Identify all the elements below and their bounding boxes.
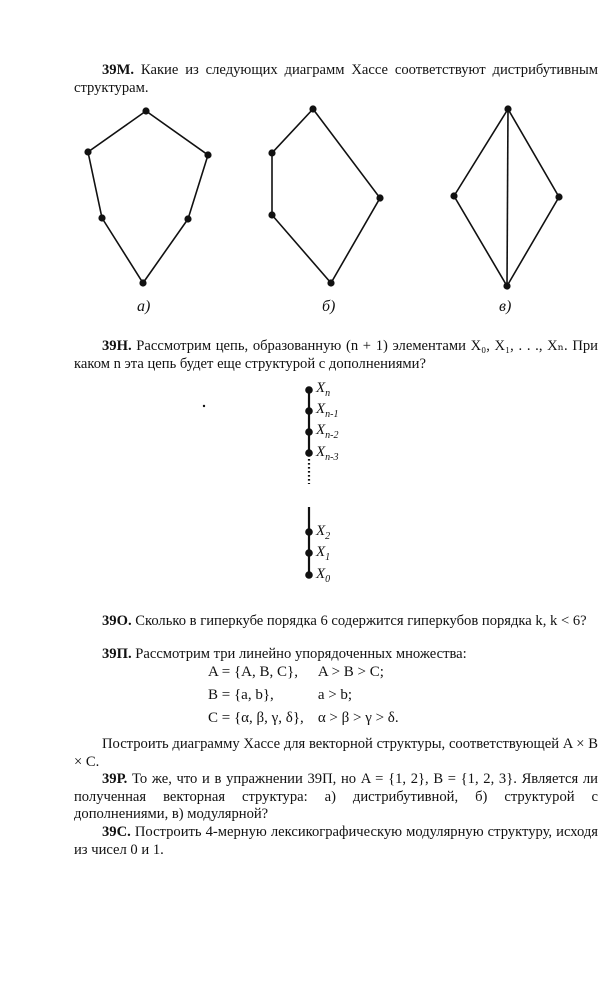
problem-text: Построить 4-мерную лексикографическую модулярную структуру, исходя из чисел 0 и 1. <box>74 824 598 858</box>
problem-text: Рассмотрим цепь, образованную (n + 1) элементами X₀, X₁, . . ., Xₙ. <box>136 338 568 354</box>
chain-label-0: $X_0$ <box>316 566 331 585</box>
problem-number: 39М. <box>102 62 135 78</box>
problem-number: 39О. <box>102 613 132 629</box>
problem-text: Рассмотрим три линейно упорядоченных множества: <box>135 646 467 662</box>
label-c: в) <box>499 298 512 315</box>
problem-39p-task <box>74 736 598 771</box>
set-row: B = {a, b}, a > b; <box>208 687 353 703</box>
problem-number: 39Р. <box>102 771 128 787</box>
label-a: а) <box>137 298 151 315</box>
problem-39r <box>74 771 598 824</box>
problem-text-2: При каком n эта цепь будет еще структурой с дополнениями? <box>74 338 598 372</box>
chain-label-n-1: $X_{n-1}$ <box>316 401 339 420</box>
chain-label-n: $X_n$ <box>316 380 331 399</box>
problem-39o <box>74 613 598 631</box>
chain-label-1: $X_1$ <box>316 544 331 563</box>
problem-number: 39П. <box>102 646 132 662</box>
problem-number: 39Н. <box>102 338 132 354</box>
problem-39n <box>74 338 598 373</box>
problem-text: Сколько в гиперкубе порядка 6 содержится гиперкубов порядка k, k < 6? <box>135 613 587 629</box>
chain-label-2: $X_2$ <box>316 523 331 542</box>
problem-text: То же, что и в упражнении 39П, но A = {1, 2}, B = {1, 2, 3}. Является ли полученная векторная структура: а) дистрибутивной, б) структурой с дополнениями, в) модулярной? <box>74 771 598 822</box>
label-b: б) <box>322 298 336 315</box>
problem-number: 39С. <box>102 824 131 840</box>
problem-39s <box>74 824 598 859</box>
problem-text: Какие из следующих диаграмм Хассе соответствуют дистрибутивным структурам. <box>74 62 598 96</box>
diagram-b <box>272 109 380 283</box>
problem-text: Построить диаграмму Хассе для векторной структуры, соответствующей A × B × C. <box>74 736 598 770</box>
chain-label-n-2: $X_{n-2}$ <box>316 422 339 441</box>
set-row: A = {A, B, C}, A > B > C; <box>208 664 384 680</box>
sets-table <box>208 661 399 730</box>
set-row: C = {α, β, γ, δ}, α > β > γ > δ. <box>208 710 399 726</box>
diagram-a <box>88 111 208 283</box>
chain-label-n-3: $X_{n-3}$ <box>316 444 339 463</box>
